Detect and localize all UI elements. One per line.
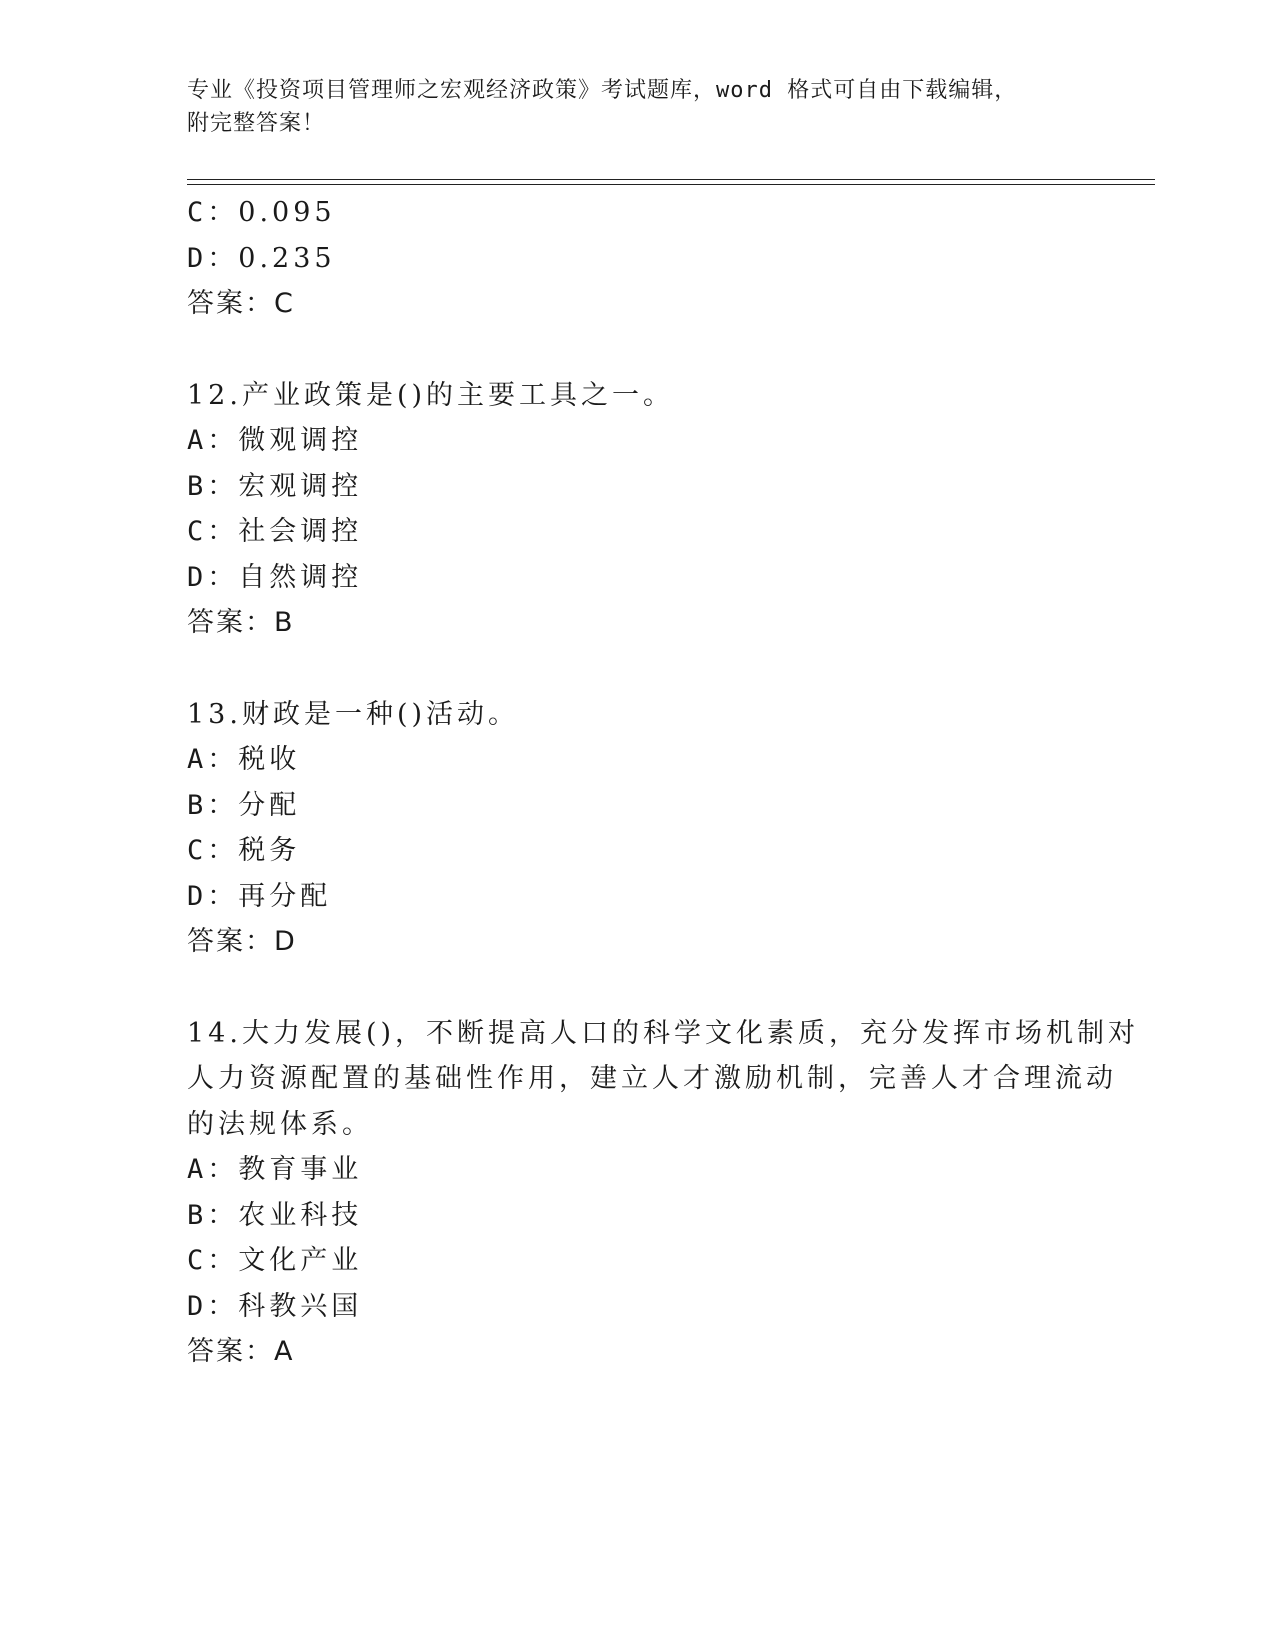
option-text: 再分配: [238, 880, 332, 912]
option-line: [187, 1284, 1167, 1330]
option-key: A：: [187, 1154, 239, 1185]
option-key: C：: [187, 197, 239, 228]
question-stem-line: 人力资源配置的基础性作用，建立人才激励机制，完善人才合理流动: [187, 1063, 1117, 1094]
answer-line: 答案：B: [187, 607, 295, 638]
option-line: [187, 190, 1167, 236]
option-key: D：: [187, 242, 239, 274]
spacer: [187, 646, 1167, 692]
question-stem-line: 的法规体系。: [187, 1108, 373, 1140]
option-line: [187, 418, 1167, 464]
option-text: 自然调控: [238, 561, 363, 593]
option-key: D：: [187, 561, 239, 593]
document-header: [187, 74, 1067, 140]
option-key: C：: [187, 516, 239, 547]
option-text: 0.235: [238, 242, 336, 274]
option-text: 分配: [238, 789, 301, 821]
option-line: [187, 464, 1167, 510]
option-text: 文化产业: [238, 1245, 363, 1276]
option-key: A：: [187, 744, 239, 775]
question-body: [187, 190, 1167, 1375]
question-stem-line: 14.大力发展()，不断提高人口的科学文化素质，充分发挥市场机制对: [187, 1017, 1140, 1049]
option-line: [187, 874, 1167, 920]
option-line: [187, 783, 1167, 829]
header-divider-bottom: [187, 184, 1155, 185]
option-line: [187, 555, 1167, 601]
option-text: 教育事业: [238, 1154, 363, 1185]
option-line: [187, 828, 1167, 874]
option-key: B：: [187, 1199, 239, 1231]
option-key: C：: [187, 835, 239, 866]
option-text: 农业科技: [238, 1199, 363, 1231]
header-line-2: 附完整答案！: [187, 111, 326, 136]
option-key: D：: [187, 1290, 239, 1322]
option-line: [187, 236, 1167, 282]
option-key: A：: [187, 425, 239, 456]
option-key: D：: [187, 880, 239, 912]
option-text: 微观调控: [238, 425, 363, 456]
option-text: 科教兴国: [238, 1290, 363, 1322]
answer-line: 答案：D: [187, 926, 297, 957]
option-text: 宏观调控: [238, 470, 363, 502]
answer-line: 答案：A: [187, 1336, 295, 1367]
option-key: B：: [187, 470, 239, 502]
answer-line: 答案：C: [187, 288, 295, 319]
option-key: B：: [187, 789, 239, 821]
option-line: [187, 1238, 1167, 1284]
option-line: [187, 1147, 1167, 1193]
option-line: [187, 737, 1167, 783]
spacer: [187, 327, 1167, 373]
option-text: 税务: [238, 835, 301, 866]
spacer: [187, 965, 1167, 1011]
option-text: 税收: [238, 744, 301, 775]
question-stem: 12.产业政策是()的主要工具之一。: [187, 379, 675, 411]
option-line: [187, 509, 1167, 555]
option-key: C：: [187, 1245, 239, 1276]
header-line-1: 专业《投资项目管理师之宏观经济政策》考试题库，word 格式可自由下载编辑，: [187, 78, 1018, 103]
option-text: 0.095: [238, 197, 336, 228]
option-text: 社会调控: [238, 516, 363, 547]
header-divider-top: [187, 179, 1155, 180]
option-line: [187, 1193, 1167, 1239]
question-stem: 13.财政是一种()活动。: [187, 698, 520, 730]
